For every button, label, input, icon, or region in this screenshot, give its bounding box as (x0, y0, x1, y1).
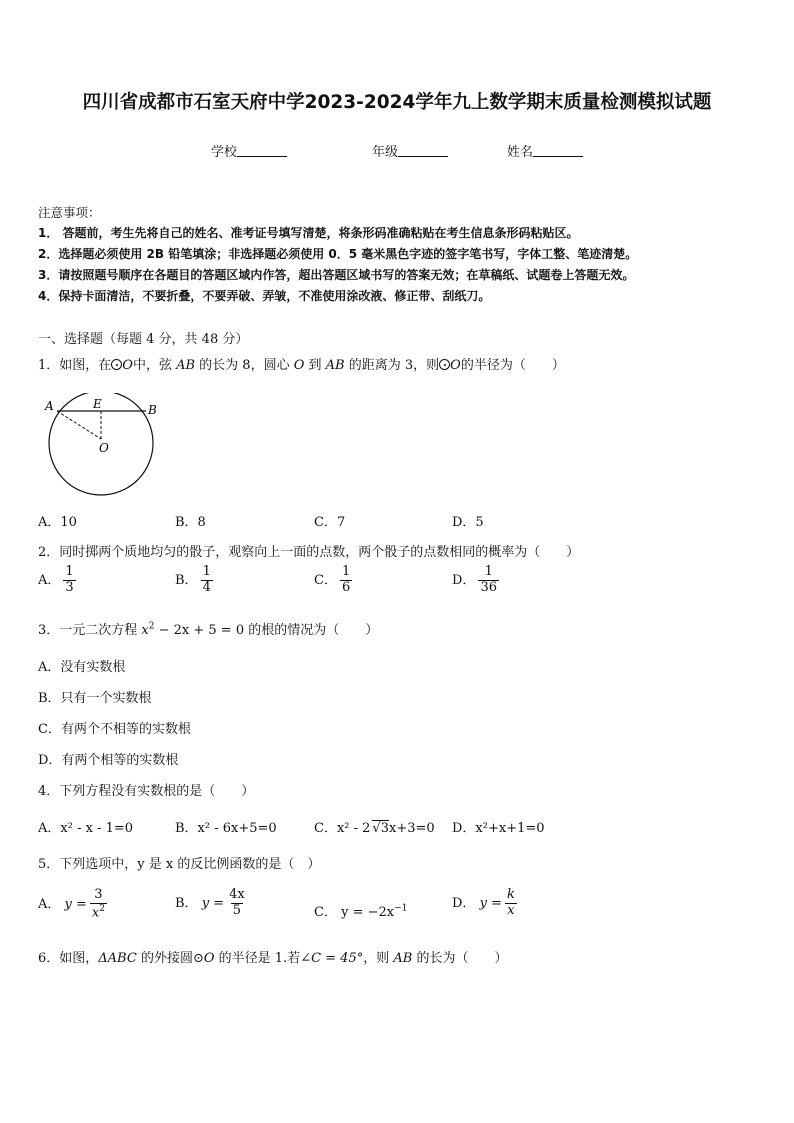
question-2: 2．同时掷两个质地均匀的骰子，观察向上一面的点数，两个骰子的点数相同的概率为（ ） (38, 545, 580, 560)
question-4: 4．下列方程没有实数根的是（ ） (38, 784, 255, 799)
q4-option-b[interactable]: B．x² - 6x+5=0 (175, 821, 277, 836)
school-label: 学校 (211, 145, 238, 160)
note-item: 2．选择题必须使用 2B 铅笔填涂；非选择题必须使用 0．5 毫米黑色字迹的签字笔书写，字体工整、笔迹清楚。 (38, 247, 638, 261)
q2-option-d[interactable]: D． $\frac{1}{36}$ (452, 564, 497, 595)
q2-option-c[interactable]: C． $\frac{1}{6}$ (314, 564, 351, 595)
q4-option-c[interactable]: C．x² - 2 √3x+3=0 (314, 821, 435, 836)
circle-dot-icon (439, 359, 450, 370)
grade-field[interactable] (372, 141, 448, 160)
q1-option-a[interactable]: A．10 (38, 515, 77, 530)
label-e: E (93, 397, 102, 411)
grade-blank (398, 144, 448, 157)
q5-option-b[interactable]: B． y = $\frac{4x}{5}$ (175, 887, 245, 918)
q3-option-d[interactable]: D．有两个相等的实数根 (38, 753, 179, 768)
section-heading: 一、选择题（每题 4 分，共 48 分） (38, 332, 249, 347)
q4-option-d[interactable]: D．x²+x+1=0 (452, 821, 545, 836)
q1-option-d[interactable]: D．5 (452, 515, 484, 530)
q5-option-d[interactable]: D． y = $\frac{k}{x}$ (452, 887, 515, 918)
q5-option-c[interactable]: C． $y = -2x^{-1}$ (314, 903, 408, 920)
name-blank (533, 144, 583, 157)
circle-figure (40, 393, 170, 498)
question-5: 5．下列选项中，y 是 x 的反比例函数的是（ ） (38, 857, 321, 872)
q4-option-a[interactable]: A．x² - x - 1=0 (38, 821, 134, 836)
question-3: 3．一元二次方程 $x^2 - 2x + 5 = 0$ 的根的情况为（ ） (38, 621, 379, 638)
school-field[interactable] (211, 141, 287, 160)
q1-option-b[interactable]: B．8 (175, 515, 206, 530)
q1-option-c[interactable]: C．7 (314, 515, 346, 530)
label-o: O (99, 441, 109, 455)
radius-oa (57, 411, 101, 439)
question-1: 1．如图，在 O中，弦 AB 的长为 8，圆心 O 到 AB 的距离为 3，则 O的半径为（ ） (38, 358, 565, 373)
label-b: B (148, 403, 157, 417)
note-item: 1． 答题前，考生先将自己的姓名、准考证号填写清楚，将条形码准确粘贴在考生信息条形码粘贴区。 (38, 226, 579, 240)
label-a: A (45, 399, 54, 413)
question-6: 6．如图，ΔABC 的外接圆⊙O 的半径是 1.若∠C = 45°，则 AB 的长为（ ） (38, 951, 508, 966)
page-title: 四川省成都市石室天府中学2023-2024学年九上数学期末质量检测模拟试题 (82, 92, 712, 113)
q3-option-c[interactable]: C．有两个不相等的实数根 (38, 722, 191, 737)
q2-option-a[interactable]: A． $\frac{1}{3}$ (38, 564, 74, 595)
name-field[interactable] (507, 141, 583, 160)
name-label: 姓名 (507, 145, 534, 160)
q5-option-a[interactable]: A． y = $\frac{3}{x^2}$ (38, 887, 105, 921)
circle-dot-icon (111, 359, 122, 370)
school-blank (237, 144, 287, 157)
q3-option-a[interactable]: A．没有实数根 (38, 660, 126, 675)
notes-heading: 注意事项： (38, 205, 101, 220)
note-item: 3．请按照题号顺序在各题目的答题区域内作答，超出答题区域书写的答案无效；在草稿纸、试题卷上答题无效。 (38, 268, 635, 282)
note-item: 4．保持卡面清洁，不要折叠，不要弄破、弄皱，不准使用涂改液、修正带、刮纸刀。 (38, 289, 491, 303)
q2-option-b[interactable]: B． $\frac{1}{4}$ (175, 564, 211, 595)
grade-label: 年级 (372, 145, 399, 160)
q3-option-b[interactable]: B．只有一个实数根 (38, 691, 152, 706)
